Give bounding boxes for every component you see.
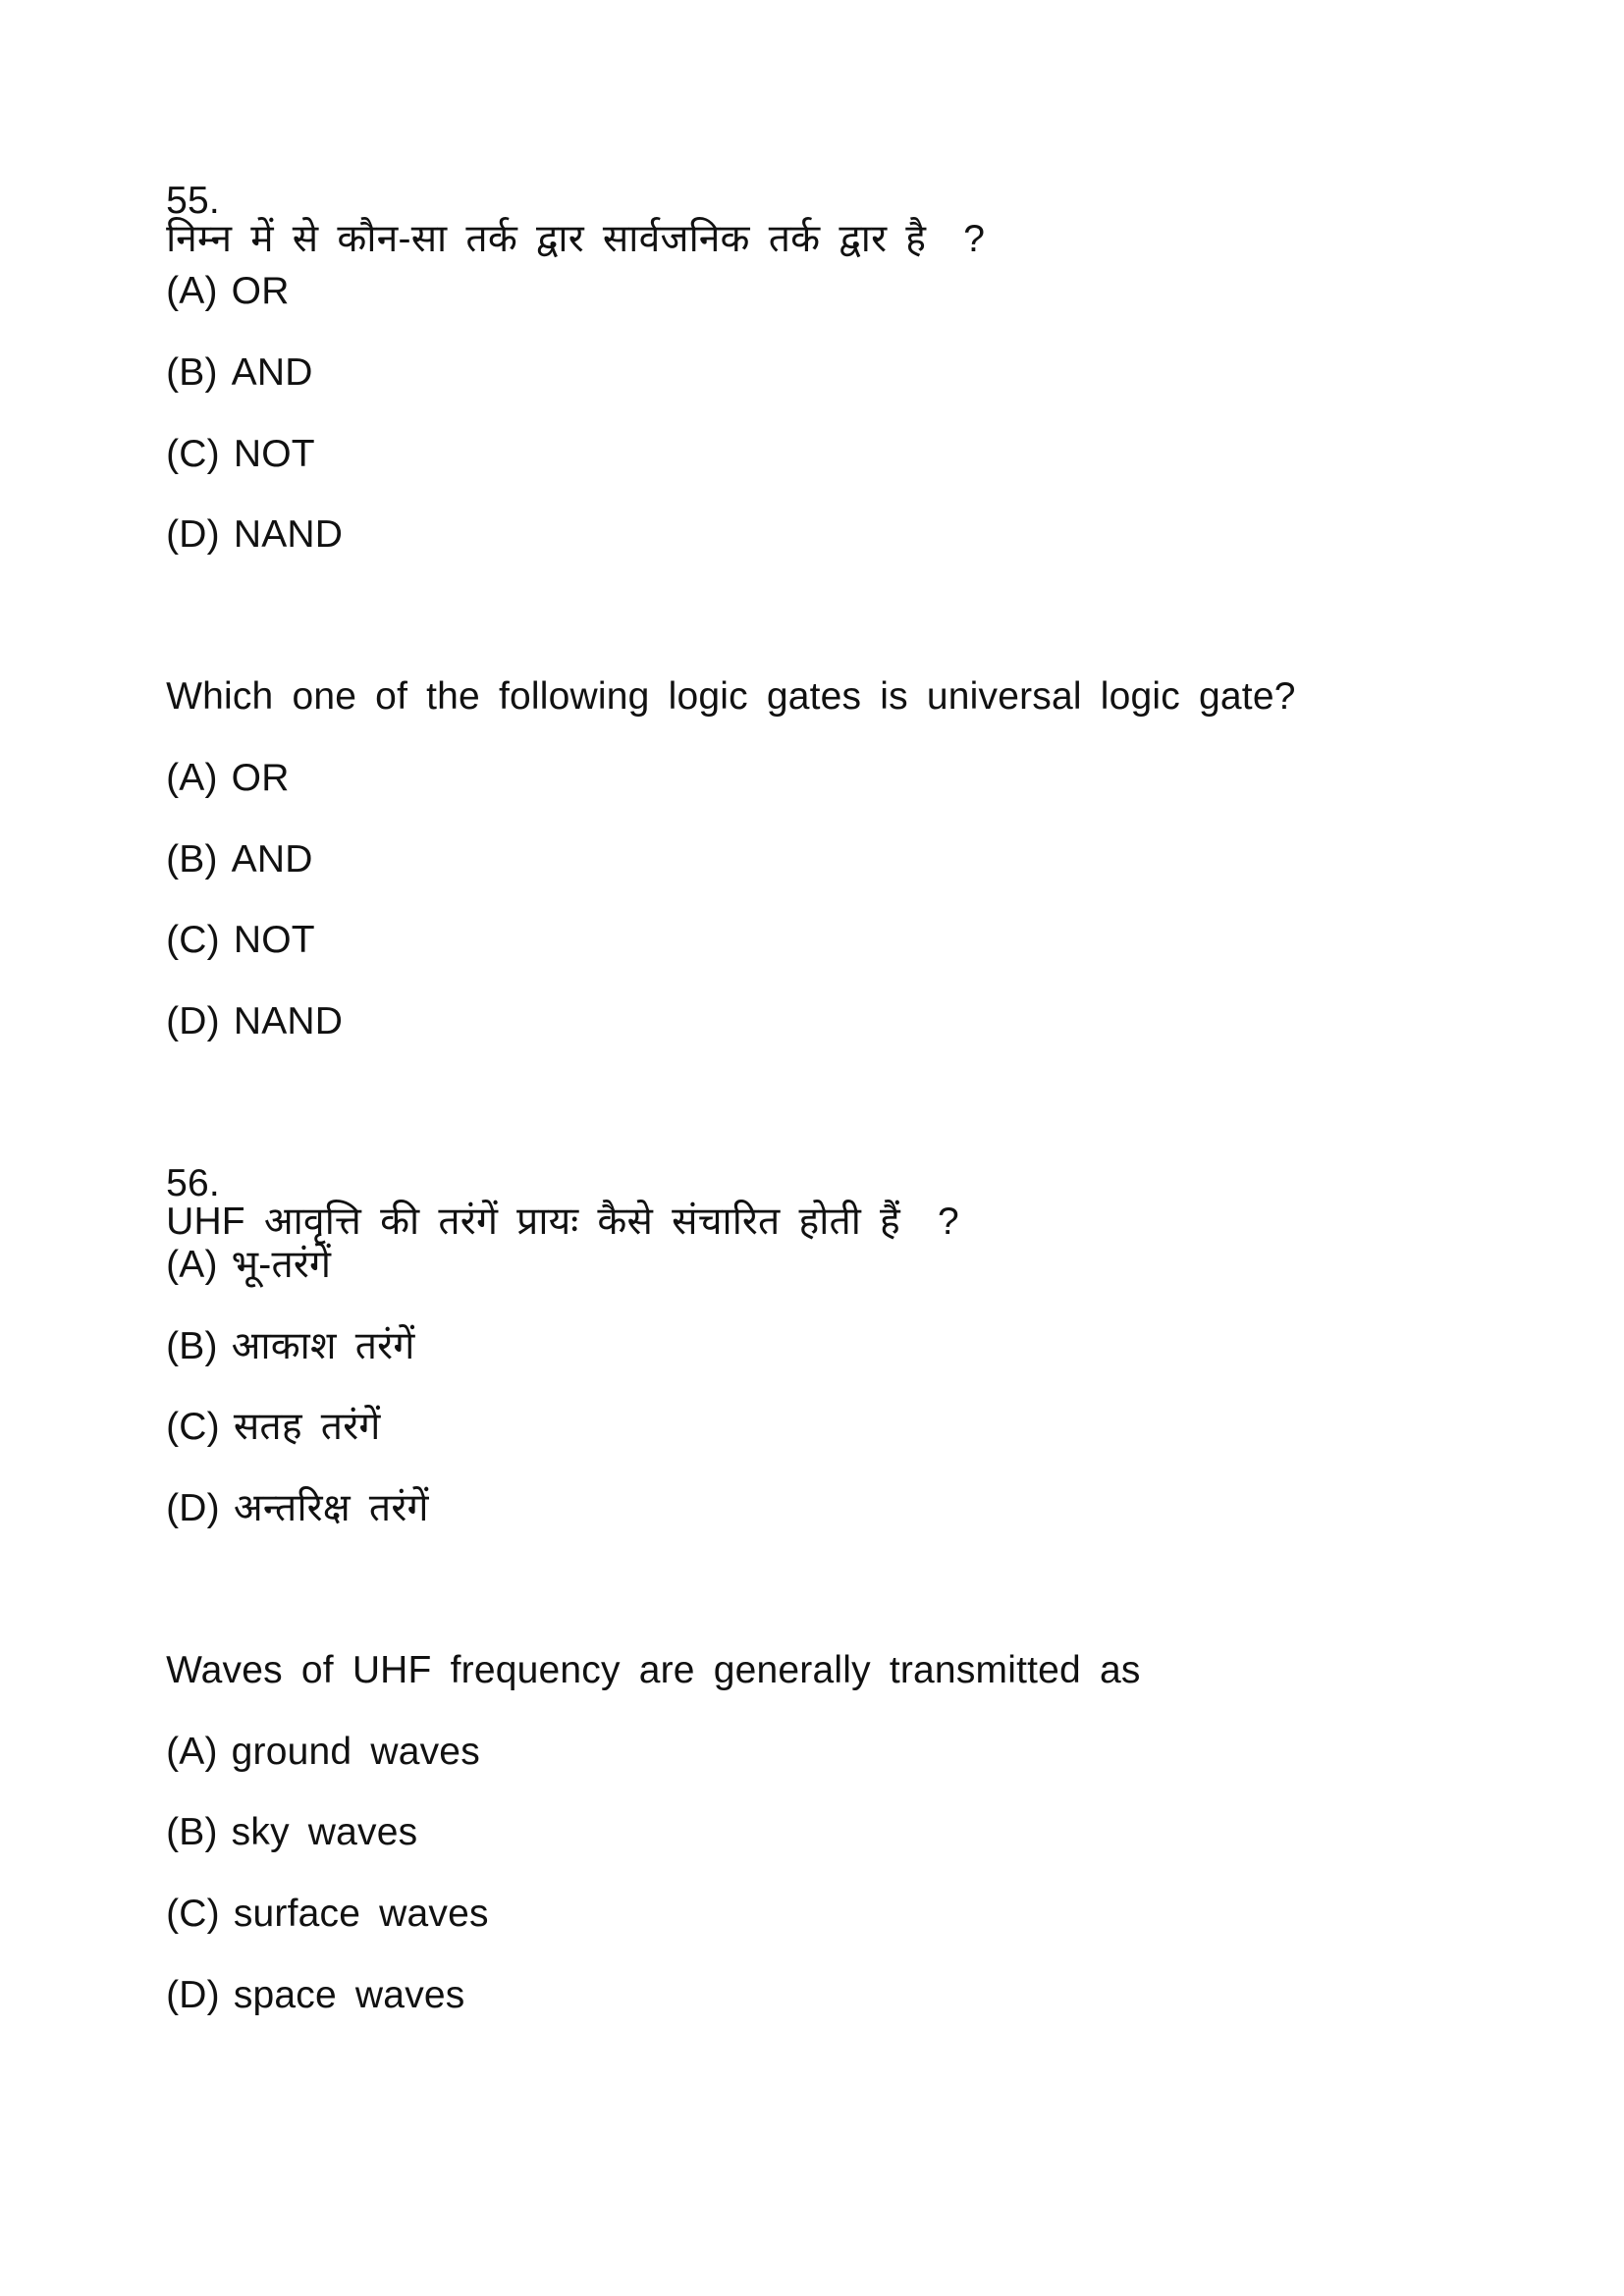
option-text: भू-तरंगें (231, 1244, 332, 1286)
q55-hindi-option-b (129, 315, 313, 392)
option-text: NAND (233, 1000, 344, 1042)
option-label: (B) (166, 351, 218, 394)
option-text: AND (231, 838, 313, 881)
option-label: (D) (166, 1487, 220, 1529)
q55-english-option-b (129, 802, 313, 879)
option-label: (D) (166, 1974, 220, 2016)
question-text: UHF आवृत्ति की तरंगें प्रायः कैसे संचारित होती हैं ? (166, 1201, 959, 1243)
option-label: (D) (166, 513, 220, 556)
q56-hindi-option-a (129, 1207, 331, 1284)
option-text: space waves (233, 1974, 465, 2016)
question-56-english (129, 1613, 1141, 1689)
option-text: NOT (233, 919, 315, 961)
option-text: AND (231, 351, 313, 394)
q55-hindi-option-c (129, 397, 315, 473)
q55-hindi-option-a (129, 234, 290, 310)
option-text: NAND (233, 513, 344, 556)
question-number: 56. (166, 1162, 220, 1204)
question-text: Waves of UHF frequency are generally transmitted as (166, 1649, 1141, 1691)
q56-hindi-option-b (129, 1289, 414, 1365)
option-text: OR (231, 270, 290, 312)
option-text: सतह तरंगें (233, 1406, 381, 1448)
option-text: ground waves (231, 1731, 480, 1773)
option-label: (C) (166, 1406, 220, 1448)
option-label: (A) (166, 757, 218, 799)
q56-hindi-option-d (129, 1451, 429, 1527)
option-label: (A) (166, 1731, 218, 1773)
q55-hindi-option-d (129, 477, 343, 554)
q55-english-option-a (129, 721, 290, 797)
q56-english-option-a (129, 1694, 480, 1771)
q56-english-option-d (129, 1938, 464, 2014)
option-text: OR (231, 757, 290, 799)
option-label: (C) (166, 919, 220, 961)
q55-english-option-c (129, 882, 315, 959)
option-text: अन्तरिक्ष तरंगें (233, 1487, 429, 1529)
question-number: 55. (166, 180, 220, 222)
q56-english-option-c (129, 1856, 489, 1933)
question-text: Which one of the following logic gates is universal logic gate? (166, 675, 1296, 718)
question-55-english (129, 639, 1296, 716)
option-label: (B) (166, 838, 218, 881)
option-label: (B) (166, 1325, 218, 1367)
option-text: NOT (233, 433, 315, 475)
q55-english-option-d (129, 964, 343, 1041)
option-label: (D) (166, 1000, 220, 1042)
q56-hindi-option-c (129, 1369, 381, 1446)
option-text: आकाश तरंगें (231, 1325, 415, 1367)
option-label: (C) (166, 1893, 220, 1935)
option-label: (C) (166, 433, 220, 475)
option-label: (B) (166, 1811, 218, 1853)
question-text: निम्न में से कौन-सा तर्क द्वार सार्वजनिक तर्क द्वार है ? (166, 218, 986, 260)
option-label: (A) (166, 270, 218, 312)
option-text: surface waves (233, 1893, 489, 1935)
option-label: (A) (166, 1244, 218, 1286)
option-text: sky waves (231, 1811, 418, 1853)
q56-english-option-b (129, 1775, 417, 1851)
